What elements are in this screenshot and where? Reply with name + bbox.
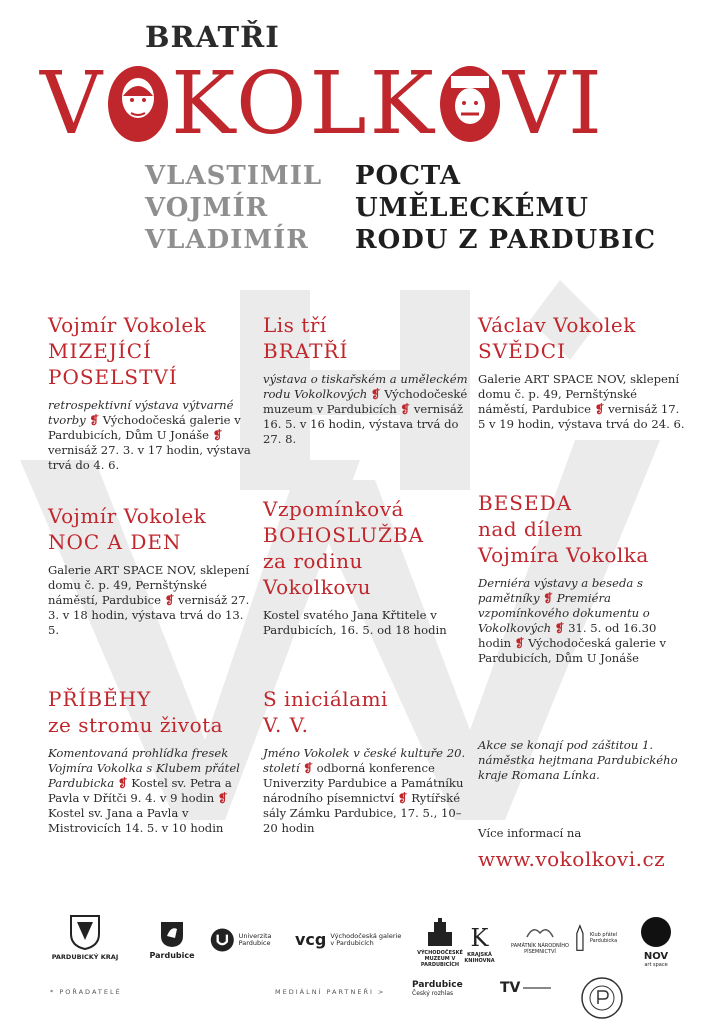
header-kicker: BRATŘI: [145, 20, 280, 54]
pamatnik-emblem-icon: [525, 925, 555, 939]
event-title-line: PŘÍBĚHY: [48, 687, 152, 711]
castle-tower-icon: [425, 918, 455, 946]
event-pribehy: [48, 686, 258, 836]
event-title-line: BRATŘÍ: [263, 339, 349, 363]
event-title-line: Vojmír Vokolek: [48, 504, 207, 528]
event-desc-text: Východočeská galerie v Pardubicích, Dům U Jonáše: [478, 636, 667, 665]
church-tower-icon: [573, 922, 587, 954]
round-seal-icon: [580, 976, 624, 1020]
more-info: [478, 826, 688, 871]
portrait-vlastimil-icon: [105, 58, 171, 144]
event-description: [263, 746, 473, 836]
coat-of-arms-icon: [69, 914, 101, 950]
logo-pardubice: Pardubice: [142, 920, 202, 959]
pilcrow-mark: ❡: [212, 428, 223, 442]
event-noc-a-den: [48, 503, 258, 638]
title-part-1: V: [40, 54, 106, 154]
pilcrow-mark: ❡: [217, 791, 228, 805]
event-desc-italic: Jméno Vokolek v české kultuře 20. století: [263, 746, 466, 775]
tagline-line-1: POCTA: [355, 161, 461, 191]
pilcrow-mark: ❡: [117, 776, 128, 790]
event-desc-text: Galerie ART SPACE NOV, sklepení domu č. p. 49, Pernštýnské náměstí, Pardubice: [48, 563, 250, 607]
pilcrow-mark: ❡: [594, 402, 605, 416]
event-title-line: ze stromu života: [48, 713, 224, 737]
event-description: Kostel svatého Jana Křtitele v Pardubicích, 16. 5. od 18 hodin: [263, 608, 447, 637]
logo-cesky-rozhlas: Pardubice Český rozhlas: [412, 980, 463, 997]
vcg-mark-icon: vcg: [295, 930, 327, 949]
logo-klub-pratel: Klub přátel Pardubicka: [573, 922, 633, 954]
event-description: [478, 576, 688, 666]
event-title-line: Vojmír Vokolek: [48, 313, 207, 337]
event-title-line: NOC A DEN: [48, 530, 182, 554]
event-desc-italic: výstava o tiskařském a uměleckém rodu Vokolkových: [263, 372, 468, 401]
pilcrow-mark: ❡: [400, 402, 411, 416]
title-part-2: KOLK: [171, 54, 437, 154]
tv-line-icon: [523, 987, 551, 989]
logo-univerzita: Univerzita Pardubice: [210, 924, 290, 956]
event-desc-italic: retrospektivní výstava výtvarné tvorby: [48, 398, 234, 427]
event-desc-text: vernisáž 17. 5 v 19 hodin, výstava trvá do 24. 6.: [478, 402, 685, 431]
event-title-line: Vojmíra Vokolka: [478, 543, 649, 567]
logo-pardubicky-kraj: PARDUBICKÝ KRAJ: [50, 914, 120, 961]
horse-shield-icon: [159, 920, 185, 948]
event-desc-text: Východočeská galerie v Pardubicích, Dům U Jonáše: [48, 413, 241, 442]
event-beseda: [478, 490, 688, 666]
logo-vcg: vcg Východočeská galerie v Pardubicích: [295, 930, 402, 949]
main-title-vokolkovi: [40, 54, 690, 154]
organizers-label: * POŘADATELÉ: [50, 988, 122, 996]
event-title-line: V. V.: [263, 713, 309, 737]
title-part-3: VI: [502, 54, 605, 154]
tagline: [355, 160, 656, 256]
logo-muzeum: VÝCHODOČESKÉ MUZEUM V PARDUBICÍCH: [410, 918, 470, 968]
more-info-text: Více informací na: [478, 826, 582, 840]
name-vlastimil: VLASTIMIL: [145, 161, 323, 191]
university-icon: [210, 924, 235, 956]
logo-publishing-seal: [580, 976, 624, 1024]
event-desc-text: vernisáž 27. 3. v 17 hodin, výstava trvá do 4. 6.: [48, 443, 251, 472]
event-description: [48, 398, 258, 473]
logo-knihovna: K KRAJSKÁ KNIHOVNA: [452, 924, 507, 964]
event-bohosluzba: [263, 496, 473, 638]
name-vojmir: VOJMÍR: [145, 193, 269, 223]
event-s-inicialami: [263, 686, 473, 836]
pilcrow-mark: ❡: [543, 591, 554, 605]
event-desc-italic: Premiéra vzpomínkového dokumentu o Vokolkových: [478, 591, 650, 635]
media-partners-label: MEDIÁLNÍ PARTNEŘI >: [275, 988, 386, 996]
event-title-line: Václav Vokolek: [478, 313, 636, 337]
brothers-names: [145, 160, 322, 256]
pilcrow-mark: ❡: [164, 593, 175, 607]
nov-circle-icon: [640, 916, 672, 948]
pilcrow-mark: ❡: [303, 761, 313, 775]
event-title-line: SVĚDCI: [478, 339, 566, 363]
pilcrow-mark: ❡: [397, 791, 408, 805]
event-description: [48, 563, 258, 638]
event-desc-text: Rytířské sály Zámku Pardubice, 17. 5., 10–20 hodin: [263, 791, 462, 835]
event-desc-text: vernisáž 16. 5. v 16 hodin, výstava trvá do 27. 8.: [263, 402, 463, 446]
pilcrow-mark: ❡: [554, 621, 565, 635]
patronage-note: [478, 738, 688, 783]
event-description: [478, 372, 688, 432]
event-desc-text: Kostel sv. Petra a Pavla v Dřítči 9. 4. v 9 hodin: [48, 776, 232, 805]
event-mizejici-poselstvi: [48, 312, 258, 473]
event-desc-text: vernisáž 27. 3. v 18 hodin, výstava trvá do 13. 5.: [48, 593, 250, 637]
pilcrow-mark: ❡: [89, 413, 100, 427]
pilcrow-mark: ❡: [370, 387, 381, 401]
event-desc-text: Kostel sv. Jana a Pavla v Mistrovicích 14. 5. v 10 hodin: [48, 806, 224, 835]
partner-logos: [40, 900, 690, 980]
event-title-line: S iniciálami: [263, 687, 388, 711]
event-desc-italic: Komentovaná prohlídka fresek Vojmíra Vokolka s Klubem přátel Pardubicka: [48, 746, 240, 790]
website-link[interactable]: www.vokolkovi.cz: [478, 847, 666, 871]
event-lis-tri-bratri: [263, 312, 473, 447]
event-title-line: Vzpomínková: [263, 497, 404, 521]
event-description: [48, 746, 258, 836]
event-title-line: MIZEJÍCÍ: [48, 339, 152, 363]
event-title-line: BOHOSLUŽBA: [263, 523, 425, 547]
event-description: [263, 372, 473, 447]
event-desc-text: Galerie ART SPACE NOV, sklepení domu č. p. 49, Pernštýnské náměstí, Pardubice: [478, 372, 680, 416]
portrait-vojmir-icon: [437, 58, 503, 144]
event-desc-text: 31. 5. od 16.30 hodin: [478, 621, 657, 650]
event-title-line: nad dílem: [478, 517, 583, 541]
event-desc-text: odborná konference Univerzity Pardubice a Památníku národního písemnictví: [263, 761, 464, 805]
logo-tv: TV: [500, 980, 560, 996]
logo-pamatnik: PAMÁTNÍK NÁRODNÍHO PÍSEMNICTVÍ: [510, 924, 570, 955]
event-title-line: Vokolkovu: [263, 575, 372, 599]
event-desc-text: Východočeské muzeum v Pardubicích: [263, 387, 468, 416]
event-title-line: za rodinu: [263, 549, 363, 573]
patronage-text: Akce se konají pod záštitou 1. náměstka hejtmana Pardubického kraje Romana Línka.: [478, 738, 678, 782]
tagline-line-3: RODU Z PARDUBIC: [355, 225, 657, 255]
tagline-line-2: UMĚLECKÉMU: [355, 193, 589, 223]
event-desc-italic: Derniéra výstavy a beseda s pamětníky: [478, 576, 643, 605]
pilcrow-mark: ❡: [514, 636, 525, 650]
event-title-line: Lis tří: [263, 313, 327, 337]
name-vladimir: VLADIMÍR: [145, 225, 309, 255]
event-title-line: POSELSTVÍ: [48, 365, 178, 389]
k-letter-icon: K: [470, 924, 489, 952]
event-svedci: [478, 312, 688, 432]
logo-nov-art-space: NOV art space: [638, 916, 674, 969]
event-title-line: BESEDA: [478, 491, 573, 515]
